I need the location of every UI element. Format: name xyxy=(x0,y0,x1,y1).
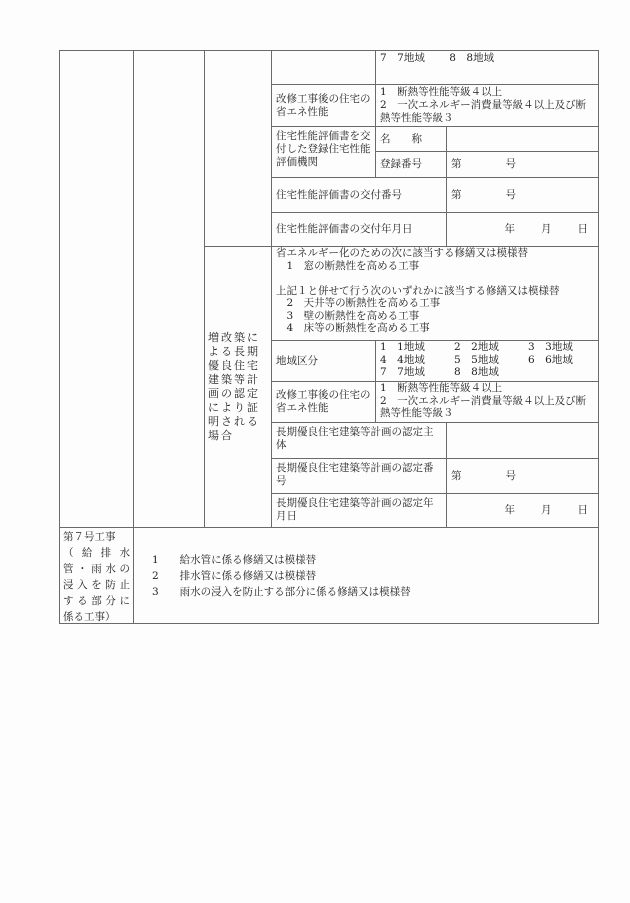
lt-energy-option-1[interactable]: 1 断熱等性能等級４以上 xyxy=(380,382,503,394)
institution-reg-input[interactable]: 第 号 xyxy=(446,151,599,178)
zone-options-cell-partial xyxy=(375,50,599,85)
lt-energy-option-2[interactable]: 2 一次エネルギー消費量等級４以上及び断熱等性能等級３ xyxy=(380,394,587,419)
issue-number-label: 住宅性能評価書の交付番号 xyxy=(271,177,447,213)
zone-label-cell-partial xyxy=(271,50,376,85)
proof-method-upper-cell xyxy=(204,50,272,247)
work7-item-2[interactable]: 2 排水管に係る修繕又は模様替 xyxy=(152,569,317,582)
work-item-1[interactable]: 1 窓の断熱性を高める工事 xyxy=(276,259,420,272)
zone-row-3 xyxy=(380,366,594,379)
zone-option-3[interactable]: 3 3地域 xyxy=(528,341,573,353)
work-item-4[interactable]: 4 床等の断熱性を高める工事 xyxy=(276,322,430,334)
zone-option-2[interactable]: 2 2地域 xyxy=(454,341,499,353)
sub-category-column xyxy=(133,50,205,528)
issue-date-day: 日 xyxy=(577,223,588,235)
zone-option-4[interactable]: 4 4地域 xyxy=(380,353,425,366)
work7-items xyxy=(133,527,599,624)
outer-category-column xyxy=(59,50,134,528)
work-item-2[interactable]: 2 天井等の断熱性を高める工事 xyxy=(276,297,441,309)
zone-row-1 xyxy=(380,341,594,354)
zone-option-8[interactable]: 8 8地域 xyxy=(449,52,495,64)
cert-date-month: 月 xyxy=(541,504,552,516)
cert-body-label: 長期優良住宅建築等計画の認定主体 xyxy=(271,422,447,459)
institution-name-input[interactable] xyxy=(446,126,599,152)
long-term-proof-label: 増改築による長期優良住宅建築等計画の認定により証明される場合 xyxy=(204,246,272,528)
energy-perf-options xyxy=(375,84,599,127)
work7-item-3[interactable]: 3 雨水の浸入を防止する部分に係る修繕又は模様替 xyxy=(152,585,411,598)
zone-label: 地域区分 xyxy=(271,340,376,382)
institution-name-label: 名 称 xyxy=(375,126,447,152)
issue-number-input[interactable]: 第 号 xyxy=(446,177,599,213)
work7-label: 第７号工事 （給排水 管・雨水の 浸入を防止 する部分に 係る工事） xyxy=(59,527,134,624)
lt-energy-perf-label: 改修工事後の住宅の省エネ性能 xyxy=(271,381,376,423)
work7-item-1[interactable]: 1 給水管に係る修繕又は模様替 xyxy=(152,553,317,566)
zone-option-7b[interactable]: 7 7地域 xyxy=(380,366,425,378)
institution-reg-label: 登録番号 xyxy=(375,151,447,178)
zone-option-6[interactable]: 6 6地域 xyxy=(528,353,573,366)
cert-body-input[interactable] xyxy=(446,422,599,459)
long-term-works-list: 省エネルギー化のための次に該当する修繕又は模様替 1 窓の断熱性を高める工事 上記１と併せて行う次のいずれかに該当する修繕又は模様替 2 天井等の断熱性を高める工事 3 壁の断熱性を高める工事 4 床等の断熱性を高める工事 xyxy=(271,246,599,341)
zone-option-8b[interactable]: 8 8地域 xyxy=(454,366,499,378)
zone-option-5[interactable]: 5 5地域 xyxy=(454,353,499,366)
zone-row-2 xyxy=(380,354,594,367)
energy-perf-option-1[interactable]: 1 断熱等性能等級４以上 xyxy=(380,86,503,98)
zone-option-7[interactable]: 7 7地域 xyxy=(380,52,425,64)
cert-date-label: 長期優良住宅建築等計画の認定年月日 xyxy=(271,493,447,528)
zone-option-1[interactable]: 1 1地域 xyxy=(380,341,425,353)
work-item-3[interactable]: 3 壁の断熱性を高める工事 xyxy=(276,309,420,322)
cert-date-year: 年 xyxy=(504,504,515,516)
cert-number-input[interactable]: 第 号 xyxy=(446,458,599,494)
energy-perf-option-2[interactable]: 2 一次エネルギー消費量等級４以上及び断熱等性能等級３ xyxy=(380,99,587,124)
zone-options xyxy=(375,340,599,382)
cert-date-input[interactable] xyxy=(446,493,599,528)
issue-date-month: 月 xyxy=(541,223,552,235)
issue-date-label: 住宅性能評価書の交付年月日 xyxy=(271,212,447,247)
energy-perf-label: 改修工事後の住宅の省エネ性能 xyxy=(271,84,376,127)
issue-date-input[interactable] xyxy=(446,212,599,247)
cert-date-day: 日 xyxy=(577,504,588,516)
cert-number-label: 長期優良住宅建築等計画の認定番号 xyxy=(271,458,447,494)
lt-energy-perf-options xyxy=(375,381,599,423)
issue-date-year: 年 xyxy=(504,223,515,235)
evaluation-institution-label: 住宅性能評価書を交付した登録住宅性能評価機関 xyxy=(271,126,376,178)
